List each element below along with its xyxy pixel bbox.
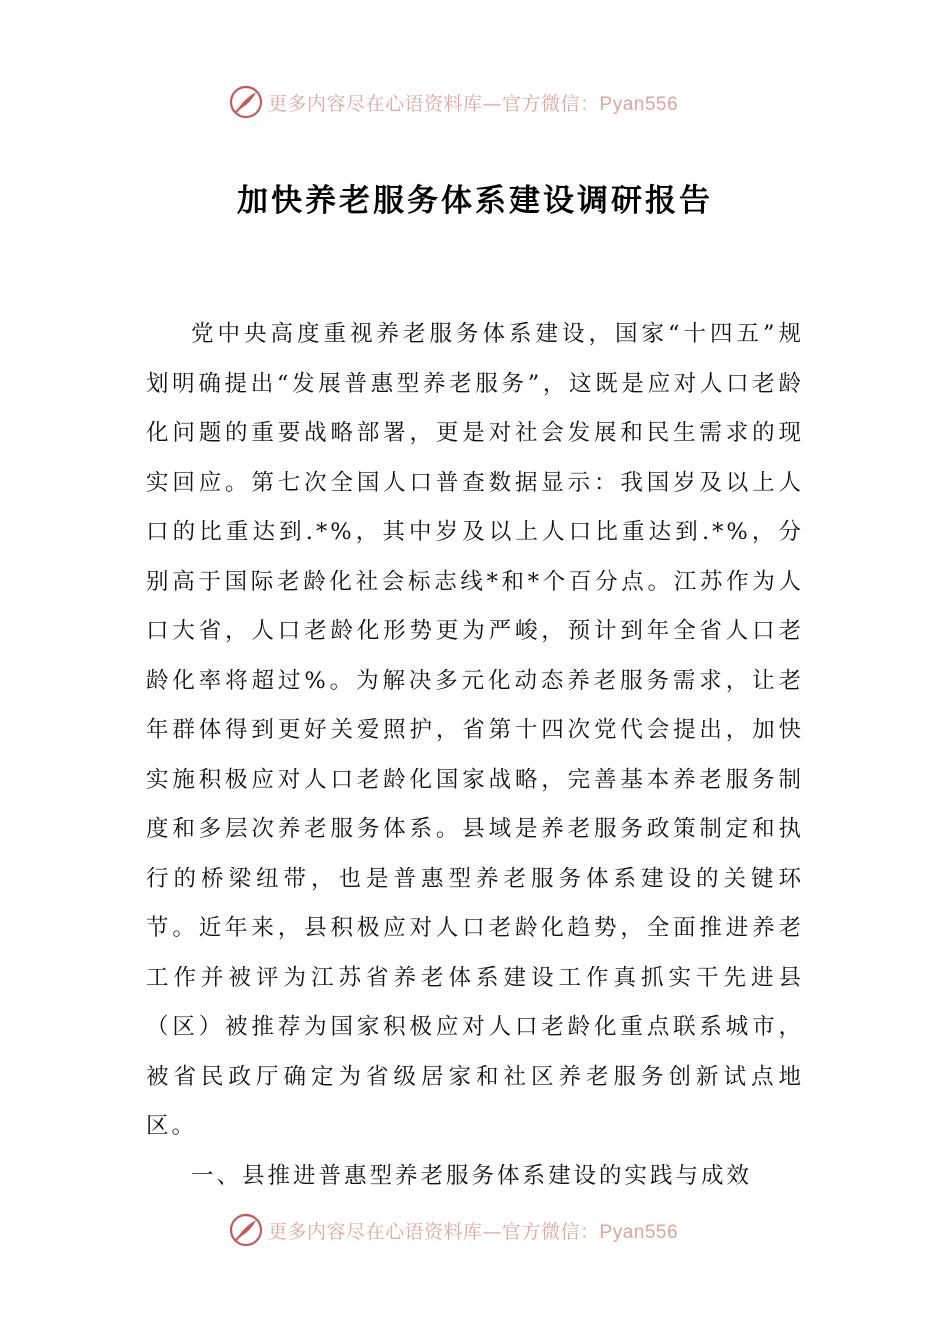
header-watermark-banner bbox=[228, 82, 748, 122]
wechat-id: Pyan556 bbox=[599, 1221, 679, 1243]
watermark-label: 更多内容尽在心语资料库—官方微信： bbox=[268, 92, 600, 115]
watermark-label: 更多内容尽在心语资料库—官方微信： bbox=[268, 1220, 600, 1243]
wechat-id: Pyan556 bbox=[599, 93, 679, 115]
quill-logo-icon bbox=[228, 1212, 264, 1248]
watermark-text bbox=[268, 89, 678, 116]
section-heading: 一、县推进普惠型养老服务体系建设的实践与成效 bbox=[191, 1162, 753, 1189]
watermark-text bbox=[268, 1217, 678, 1244]
document-title: 加快养老服务体系建设调研报告 bbox=[237, 183, 713, 219]
footer-watermark-banner bbox=[228, 1210, 748, 1250]
document-body bbox=[146, 310, 804, 1201]
body-paragraph: 党中央高度重视养老服务体系建设，国家“十四五”规划明确提出“发展普惠型养老服务”，这既是应对人口老龄化问题的重要战略部署，更是对社会发展和民生需求的现实回应。第七次全国人口普查数据显示：我国岁及以上人口的比重达到.*%，其中岁及以上人口比重达到.*%，分别高于国际老龄化社会标志线*和*个百分点。江苏作为人口大省，人口老龄化形势更为严峻，预计到年全省人口老龄化率将超过%。为解决多元化动态养老服务需求，让老年群体得到更好关爱照护，省第十四次党代会提出，加快实施积极应对人口老龄化国家战略，完善基本养老服务制度和多层次养老服务体系。县域是养老服务政策制定和执行的桥梁纽带，也是普惠型养老服务体系建设的关键环节。近年来，县积极应对人口老龄化趋势，全面推进养老工作并被评为江苏省养老体系建设工作真抓实干先进县（区）被推荐为国家积极应对人口老龄化重点联系城市，被省民政厅确定为省级居家和社区养老服务创新试点地区。 bbox=[146, 321, 804, 1139]
quill-logo-icon bbox=[228, 84, 264, 120]
